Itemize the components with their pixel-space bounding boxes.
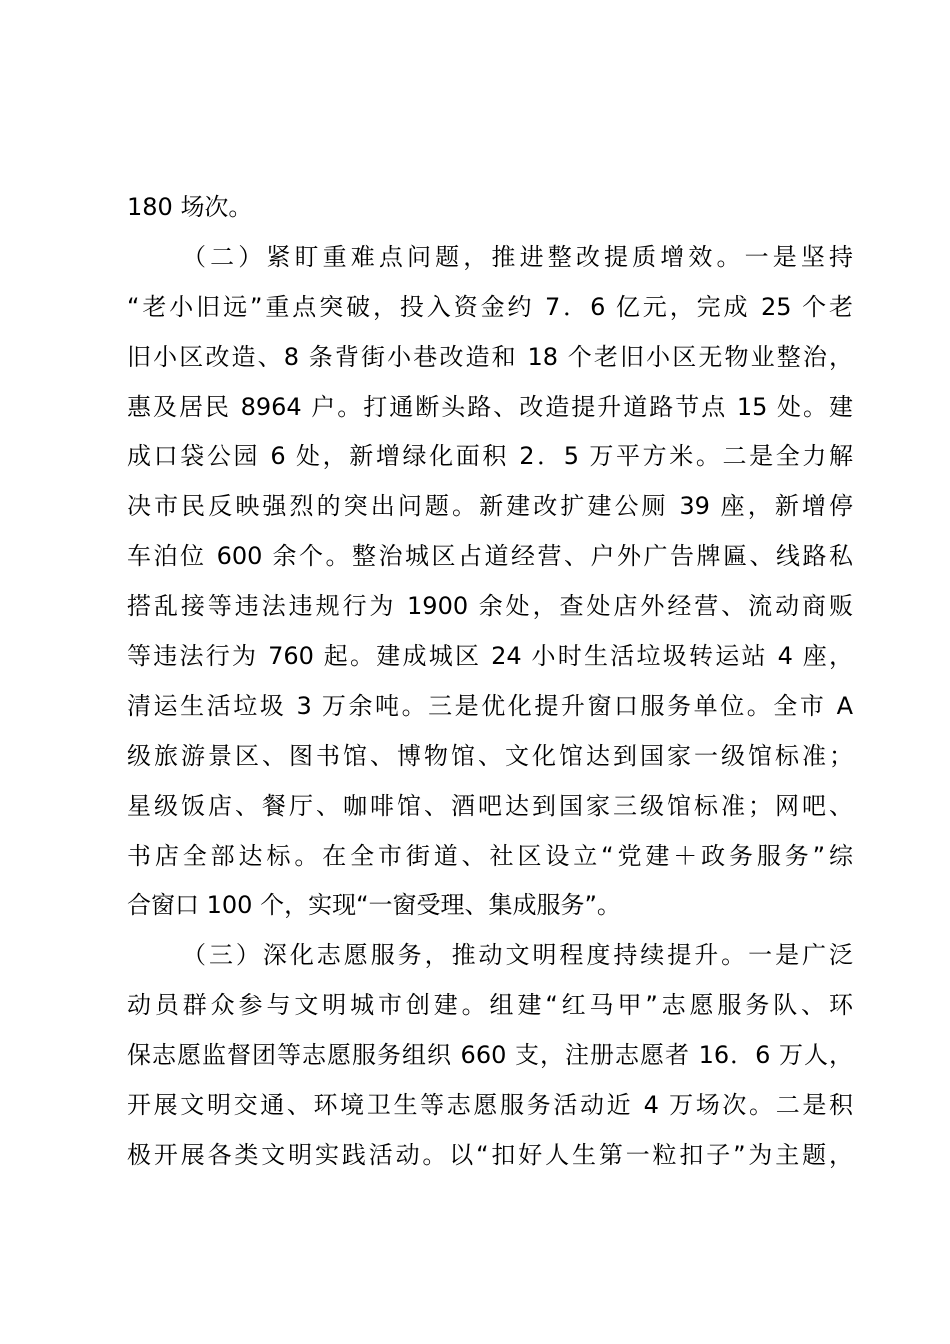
text-line: 级旅游景区、图书馆、博物馆、文化馆达到国家一级馆标准； (127, 741, 853, 770)
text-line: 清运生活垃圾 3 万余吨。三是优化提升窗口服务单位。全市 A (127, 691, 853, 720)
text-line: 等违法行为 760 起。建成城区 24 小时生活垃圾转运站 4 座， (127, 642, 853, 671)
text-line: 合窗口 100 个，实现“一窗受理、集成服务”。 (127, 891, 621, 920)
text-line: 书店全部达标。在全市街道、社区设立“党建＋政务服务”综 (127, 841, 853, 870)
text-line: 星级饭店、餐厅、咖啡馆、酒吧达到国家三级馆标准；网吧、 (127, 791, 853, 820)
section-heading-line: （二）紧盯重难点问题，推进整改提质增效。一是坚持 (182, 242, 853, 271)
text-line: 搭乱接等违法违规行为 1900 余处，查处店外经营、流动商贩 (127, 592, 853, 621)
text-line: 保志愿监督团等志愿服务组织 660 支，注册志愿者 16．6 万人， (127, 1041, 853, 1070)
text-line: 180 场次。 (127, 193, 253, 221)
text-line: 旧小区改造、8 条背街小巷改造和 18 个老旧小区无物业整治， (127, 342, 853, 371)
text-line: 成口袋公园 6 处，新增绿化面积 2．5 万平方米。二是全力解 (127, 442, 853, 471)
section-heading-line: （三）深化志愿服务，推动文明程度持续提升。一是广泛 (182, 941, 853, 970)
text-line: 决市民反映强烈的突出问题。新建改扩建公厕 39 座，新增停 (127, 492, 853, 521)
text-line: 动员群众参与文明城市创建。组建“红马甲”志愿服务队、环 (127, 991, 853, 1020)
text-line: 开展文明交通、环境卫生等志愿服务活动近 4 万场次。二是积 (127, 1091, 853, 1120)
text-line: “老小旧远”重点突破，投入资金约 7．6 亿元，完成 25 个老 (127, 292, 853, 321)
text-line: 极开展各类文明实践活动。以“扣好人生第一粒扣子”为主题， (127, 1140, 853, 1169)
text-line: 车泊位 600 余个。整治城区占道经营、户外广告牌匾、线路私 (127, 542, 853, 571)
text-line: 惠及居民 8964 户。打通断头路、改造提升道路节点 15 处。建 (127, 392, 853, 421)
body-text (127, 183, 853, 1181)
